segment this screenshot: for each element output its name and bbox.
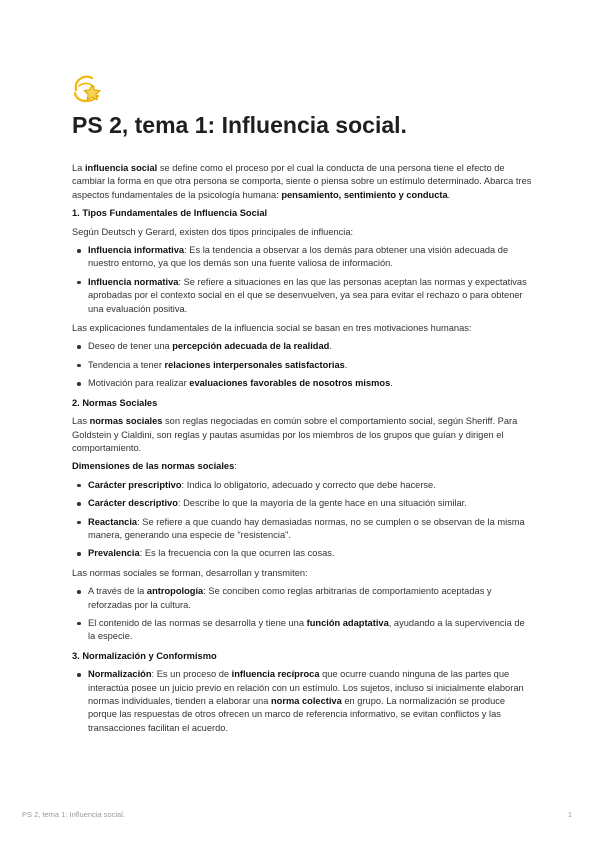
influence-types-list bbox=[72, 244, 532, 316]
paragraph-text: Las bbox=[72, 416, 90, 427]
list-item-term: Normalización bbox=[88, 669, 152, 680]
list-item-term: influencia recíproca bbox=[231, 669, 320, 680]
dimensions-title-text: Dimensiones de las normas sociales bbox=[72, 461, 235, 472]
list-item-text: : Describe lo que la mayoría de la gente hace en una situación similar. bbox=[177, 498, 467, 509]
list-item-text: . bbox=[329, 341, 332, 352]
paragraph-text: son reglas negociadas en común sobre el comportamiento social, según Sheriff. Para Goldstein y Cialdini, son reglas y pautas asumidas por los miembros de los grupos que guían y dirigen el comportamiento. bbox=[72, 416, 518, 453]
section-3-title: 3. Normalización y Conformismo bbox=[72, 650, 217, 661]
motivations-intro: Las explicaciones fundamentales de la influencia social se basan en tres motivaciones humanas: bbox=[72, 323, 472, 334]
list-item-text: El contenido de las normas se desarrolla y tiene una bbox=[88, 617, 307, 628]
list-item-term: percepción adecuada de la realidad bbox=[172, 341, 330, 352]
dimensions-list bbox=[72, 479, 532, 561]
intro-text: se define como el proceso por el cual la conducta de una persona tiene el efecto de cambiar la forma en que otra persona se comporta, siente o piensa sobre un estímulo determinado. Abarca tres aspectos fundamentales de la psicología humana: bbox=[72, 163, 532, 200]
page-title: PS 2, tema 1: Influencia social. bbox=[72, 112, 407, 138]
formation-list bbox=[72, 585, 532, 644]
list-item bbox=[88, 377, 532, 390]
list-item bbox=[88, 668, 532, 735]
list-item-text: : Se refiere a que cuando hay demasiadas normas, no se cumplen o se observan de la misma manera, generando una especie de "resistencia". bbox=[88, 516, 525, 540]
intro-paragraph bbox=[72, 162, 532, 202]
list-item-text: . bbox=[390, 378, 393, 389]
list-item-term: Influencia normativa bbox=[88, 276, 179, 287]
page-number: 1 bbox=[567, 810, 572, 819]
list-item bbox=[88, 516, 532, 543]
intro-text: La bbox=[72, 163, 85, 173]
list-item-term: Carácter prescriptivo bbox=[88, 479, 182, 490]
list-item-term: antropología bbox=[146, 586, 204, 597]
intro-text: . bbox=[447, 189, 451, 200]
list-item bbox=[88, 359, 532, 372]
list-item-text: : Indica lo obligatorio, adecuado y correcto que debe hacerse. bbox=[181, 479, 436, 490]
dimensions-title bbox=[72, 460, 532, 473]
list-item-text: . bbox=[344, 359, 348, 370]
list-item-term: función adaptativa bbox=[306, 617, 389, 628]
paragraph-bold-term: normas sociales bbox=[89, 416, 163, 427]
list-item-text: en grupo. La normalización se produce porque las respuestas de otros ofrecen un marco de referencia informativo, se evitan conflictos y las transacciones facilitan el acuerdo. bbox=[88, 696, 506, 733]
list-item-text: : Es un proceso de bbox=[151, 669, 232, 680]
document-body bbox=[72, 162, 532, 741]
list-item-text: Tendencia a tener bbox=[88, 359, 165, 370]
list-item-term: Reactancia bbox=[88, 516, 138, 527]
list-item-text: : Es la frecuencia con la que ocurren las cosas. bbox=[139, 548, 335, 559]
dimensions-title-colon: : bbox=[234, 461, 237, 472]
list-item bbox=[88, 497, 532, 510]
list-item bbox=[88, 479, 532, 492]
list-item bbox=[88, 617, 532, 644]
intro-bold-term: pensamiento, sentimiento y conducta bbox=[281, 189, 448, 200]
list-item-term: relaciones interpersonales satisfactorias bbox=[164, 359, 345, 370]
list-item-term: Carácter descriptivo bbox=[88, 498, 178, 509]
list-item-term: evaluaciones favorables de nosotros mismos bbox=[189, 378, 391, 389]
formation-intro: Las normas sociales se forman, desarrollan y transmiten: bbox=[72, 567, 308, 578]
list-item-text: que ocurre cuando ninguna de las partes que interactúa posee un juicio previo en relación con un estímulo. Los sujetos, incluso si inicialmente elaboran normas individuales, tienden a elaborar una bbox=[88, 669, 524, 706]
list-item-text: : Es la tendencia a observar a los demás para obtener una visión adecuada de nuestro entorno, ya que los demás son una fuente valiosa de información. bbox=[88, 245, 509, 269]
list-item-term: Influencia informativa bbox=[88, 245, 185, 256]
list-item-text: : Se conciben como reglas arbitrarias de comportamiento aceptadas y reforzadas por la cultura. bbox=[88, 586, 492, 610]
list-item bbox=[88, 340, 532, 353]
motivations-list bbox=[72, 340, 532, 390]
list-item-term: norma colectiva bbox=[270, 696, 342, 706]
list-item bbox=[88, 585, 532, 612]
section-1-title: 1. Tipos Fundamentales de Influencia Social bbox=[72, 208, 268, 219]
list-item-term: Prevalencia bbox=[88, 548, 140, 559]
list-item bbox=[88, 547, 532, 560]
list-item bbox=[88, 276, 532, 316]
section-1-intro: Según Deutsch y Gerard, existen dos tipos principales de influencia: bbox=[72, 226, 354, 237]
list-item-text: Deseo de tener una bbox=[88, 341, 173, 352]
list-item-text: Motivación para realizar bbox=[88, 378, 190, 389]
normalization-list bbox=[72, 668, 532, 735]
section-2-title: 2. Normas Sociales bbox=[72, 397, 158, 408]
shooting-star-icon bbox=[70, 72, 106, 106]
section-2-paragraph bbox=[72, 415, 532, 455]
list-item-text: , ayudando a la supervivencia de la especie. bbox=[88, 617, 525, 642]
intro-bold-term: influencia social bbox=[84, 163, 158, 173]
list-item-text: : Se refiere a situaciones en las que las personas aceptan las normas y expectativas aprobadas por el contexto social en el que se desenvuelven, ya sea para evitar el rechazo o para obtener una evaluación positiva. bbox=[88, 276, 527, 314]
footer-title: PS 2, tema 1: Influencia social. bbox=[22, 810, 125, 819]
list-item-text: A través de la bbox=[88, 586, 147, 597]
list-item bbox=[88, 244, 532, 271]
